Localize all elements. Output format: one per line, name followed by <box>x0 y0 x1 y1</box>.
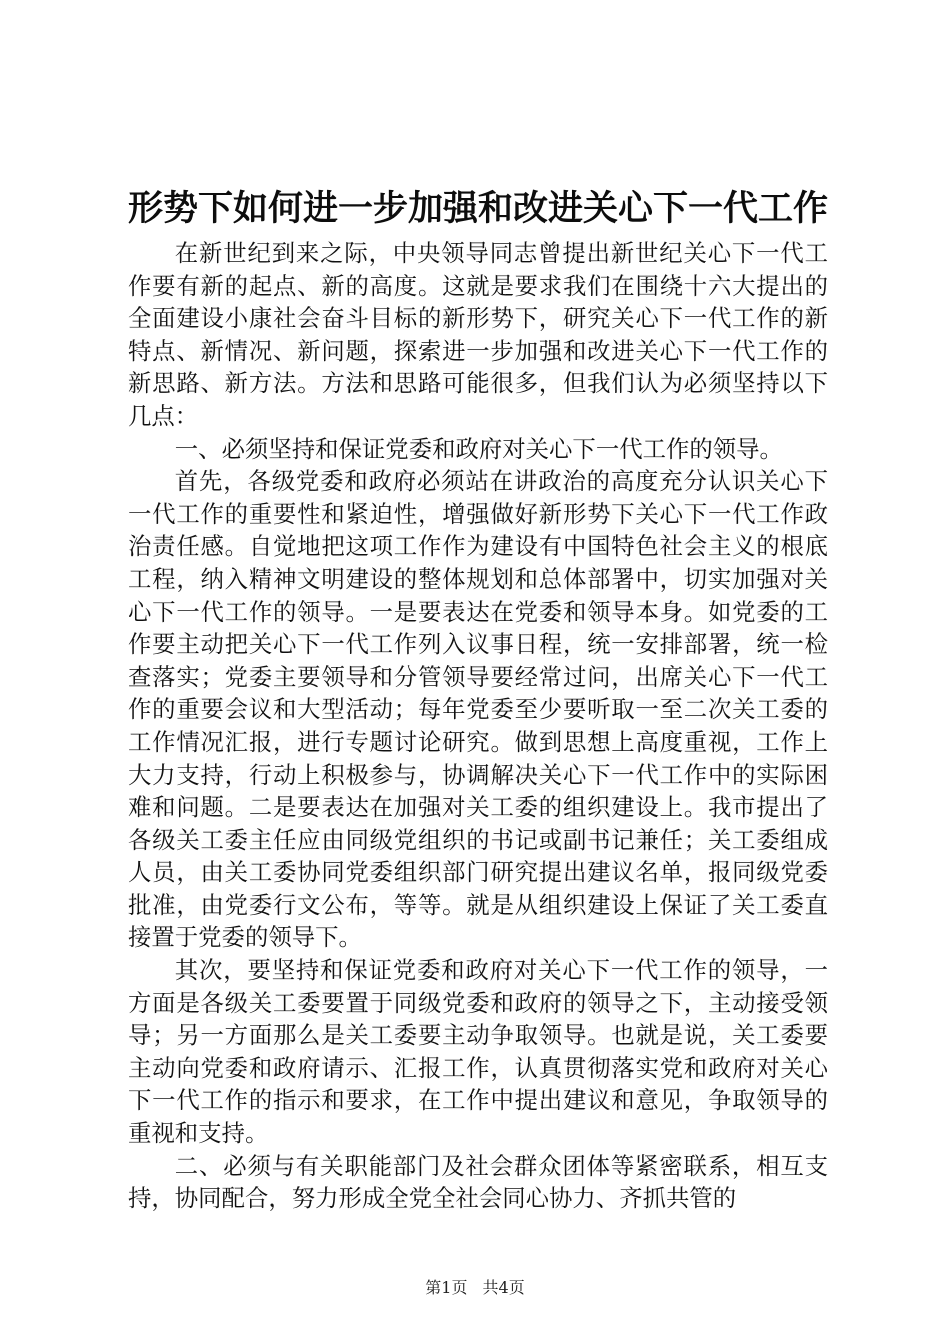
document-title: 形势下如何进一步加强和改进关心下一代工作 <box>128 188 829 229</box>
paragraph-heading-one: 一、必须坚持和保证党委和政府对关心下一代工作的领导。 <box>174 434 783 463</box>
page-total: 共4页 <box>482 1278 525 1297</box>
page-number: 第1页 <box>425 1278 468 1297</box>
paragraph-second-point: 其次，要坚持和保证党委和政府对关心下一代工作的领导，一方面是各级关工委要置于同级党委和政府的领导之下，主动接受领导；另一方面那么是关工委要主动争取领导。也就是说，关工委要主动向党委和政府请示、汇报工作，认真贯彻落实党和政府对关心下一代工作的指示和要求，在工作中提出建议和意见，争取领导的重视和支持。 <box>128 956 828 1148</box>
page-footer <box>0 1277 950 1299</box>
paragraph-first-point: 首先，各级党委和政府必须站在讲政治的高度充分认识关心下一代工作的重要性和紧迫性，增强做好新形势下关心下一代工作政治责任感。自觉地把这项工作作为建设有中国特色社会主义的根底工程，纳入精神文明建设的整体规划和总体部署中，切实加强对关心下一代工作的领导。一是要表达在党委和领导本身。如党委的工作要主动把关心下一代工作列入议事日程，统一安排部署，统一检查落实；党委主要领导和分管领导要经常过问，出席关心下一代工作的重要会议和大型活动；每年党委至少要听取一至二次关工委的工作情况汇报，进行专题讨论研究。做到思想上高度重视，工作上大力支持，行动上积极参与，协调解决关心下一代工作中的实际困难和问题。二是要表达在加强对关工委的组织建设上。我市提出了各级关工委主任应由同级党组织的书记或副书记兼任；关工委组成人员，由关工委协同党委组织部门研究提出建议名单，报同级党委批准，由党委行文公布，等等。就是从组织建设上保证了关工委直接置于党委的领导下。 <box>128 467 828 952</box>
document-body <box>128 237 828 1215</box>
paragraph-intro: 在新世纪到来之际，中央领导同志曾提出新世纪关心下一代工作要有新的起点、新的高度。这就是要求我们在围绕十六大提出的全面建设小康社会奋斗目标的新形势下，研究关心下一代工作的新特点、新情况、新问题，探索进一步加强和改进关心下一代工作的新思路、新方法。方法和思路可能很多，但我们认为必须坚持以下几点： <box>128 239 828 430</box>
paragraph-heading-two: 二、必须与有关职能部门及社会群众团体等紧密联系，相互支持，协同配合，努力形成全党全社会同心协力、齐抓共管的 <box>128 1151 828 1213</box>
